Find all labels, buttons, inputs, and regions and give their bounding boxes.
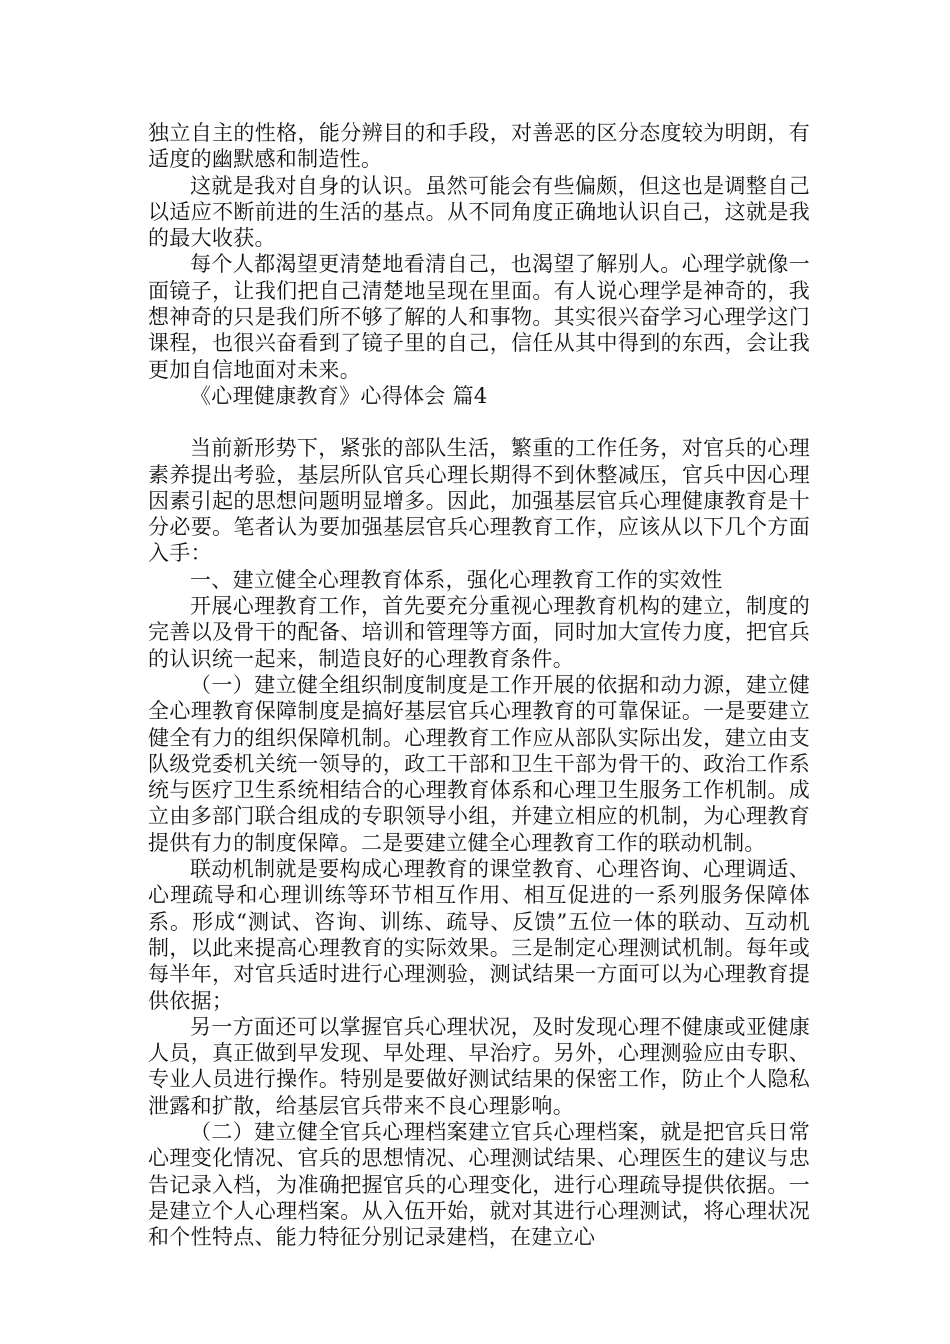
document-page	[148, 120, 810, 1250]
paragraph: 独立自主的性格，能分辨目的和手段，对善恶的区分态度较为明朗，有适度的幽默感和制造性。	[148, 121, 810, 172]
paragraph: 联动机制就是要构成心理教育的课堂教育、心理咨询、心理调适、心理疏导和心理训练等环节相互作用、相互促进的一系列服务保障体系。形成“测试、咨询、训练、疏导、反馈”五位一体的联动、互动机制，以此来提高心理教育的实际效果。三是制定心理测试机制。每年或每半年，对官兵适时进行心理测验，测试结果一方面可以为心理教育提供依据；	[148, 857, 810, 1013]
blank-line	[148, 409, 810, 435]
section-title: 《心理健康教育》心得体会 篇4	[190, 383, 488, 408]
paragraph: 当前新形势下，紧张的部队生活，繁重的工作任务，对官兵的心理素养提出考验，基层所队官兵心理长期得不到休整减压，官兵中因心理因素引起的思想问题明显增多。因此，加强基层官兵心理健康教育是十分必要。笔者认为要加强基层官兵心理教育工作，应该从以下几个方面入手：	[148, 436, 810, 566]
paragraph: 每个人都渴望更清楚地看清自己，也渴望了解别人。心理学就像一面镜子，让我们把自己清楚地呈现在里面。有人说心理学是神奇的，我想神奇的只是我们所不够了解的人和事物。其实很兴奋学习心理学这门课程，也很兴奋看到了镜子里的自己，信任从其中得到的东西，会让我更加自信地面对未来。	[148, 252, 810, 382]
paragraph: 这就是我对自身的认识。虽然可能会有些偏颇，但这也是调整自己以适应不断前进的生活的基点。从不同角度正确地认识自己，这就是我的最大收获。	[148, 173, 810, 251]
subheading: 一、建立健全心理教育体系，强化心理教育工作的实效性	[190, 567, 723, 592]
paragraph: 另一方面还可以掌握官兵心理状况，及时发现心理不健康或亚健康人员，真正做到早发现、早处理、早治疗。另外，心理测验应由专职、专业人员进行操作。特别是要做好测试结果的保密工作，防止个人隐私泄露和扩散，给基层官兵带来不良心理影响。	[148, 1014, 810, 1118]
paragraph: 开展心理教育工作，首先要充分重视心理教育机构的建立，制度的完善以及骨干的配备、培训和管理等方面，同时加大宣传力度，把官兵的认识统一起来，制造良好的心理教育条件。	[148, 594, 810, 671]
paragraph: （一）建立健全组织制度制度是工作开展的依据和动力源，建立健全心理教育保障制度是搞好基层官兵心理教育的可靠保证。一是要建立健全有力的组织保障机制。心理教育工作应从部队实际出发，建立由支队级党委机关统一领导的，政工干部和卫生干部为骨干的、政治工作系统与医疗卫生系统相结合的心理教育体系和心理卫生服务工作机制。成立由多部门联合组成的专职领导小组，并建立相应的机制，为心理教育提供有力的制度保障。二是要建立健全心理教育工作的联动机制。	[148, 672, 810, 855]
paragraph: （二）建立健全官兵心理档案建立官兵心理档案，就是把官兵日常心理变化情况、官兵的思想情况、心理测试结果、心理医生的建议与忠告记录入档，为准确把握官兵的心理变化，进行心理疏导提供依据。一是建立个人心理档案。从入伍开始，就对其进行心理测试，将心理状况和个性特点、能力特征分别记录建档，在建立心	[148, 1119, 810, 1250]
